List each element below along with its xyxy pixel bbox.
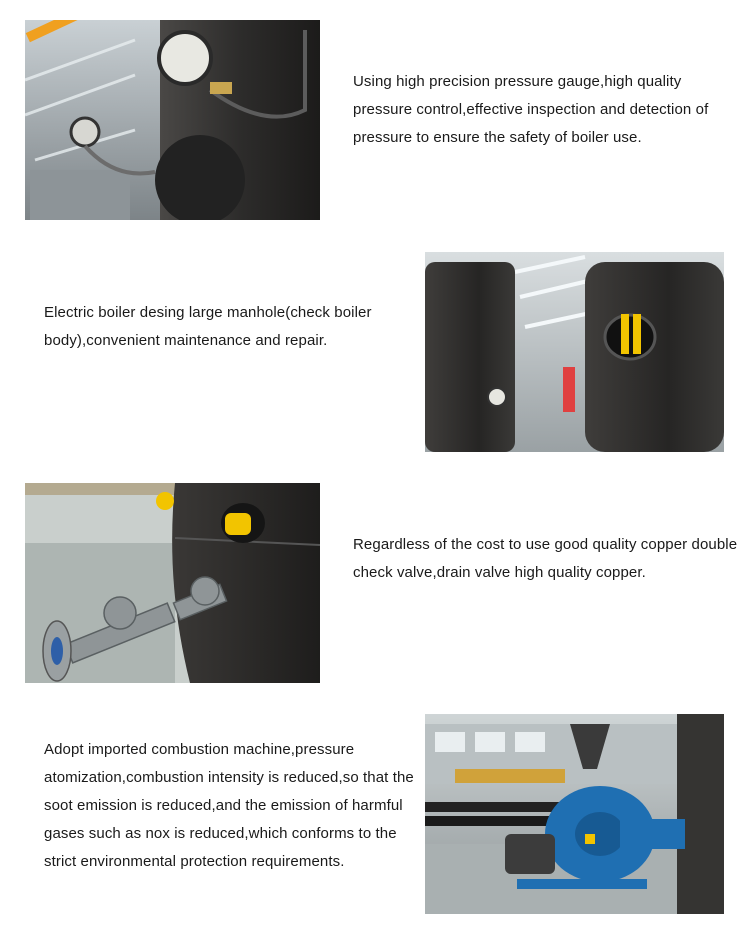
manhole-photo bbox=[425, 252, 724, 452]
feature-description: Using high precision pressure gauge,high quality pressure control,effective inspection and detection of pressure to ensure the safety of boiler use. bbox=[353, 73, 709, 146]
feature-section-2 bbox=[0, 252, 750, 454]
feature-section-1 bbox=[0, 20, 750, 222]
feature-description: Adopt imported combustion machine,pressure atomization,combustion intensity is reduced,so that the soot emission is reduced,and the emission of harmful gases such as nox is reduced,which conforms to the strict environmental protection requirements. bbox=[44, 741, 414, 870]
feature-text-4 bbox=[44, 736, 414, 876]
combustion-machine-photo bbox=[425, 714, 724, 914]
feature-text-3 bbox=[353, 531, 738, 587]
pressure-gauge-photo bbox=[25, 20, 320, 220]
feature-description: Electric boiler desing large manhole(check boiler body),convenient maintenance and repair. bbox=[44, 304, 372, 349]
feature-section-4 bbox=[0, 714, 750, 916]
feature-text-2 bbox=[44, 299, 404, 355]
feature-description: Regardless of the cost to use good quality copper double check valve,drain valve high quality copper. bbox=[353, 536, 738, 581]
copper-valve-photo bbox=[25, 483, 320, 683]
feature-section-3 bbox=[0, 483, 750, 685]
feature-text-1 bbox=[353, 68, 733, 152]
